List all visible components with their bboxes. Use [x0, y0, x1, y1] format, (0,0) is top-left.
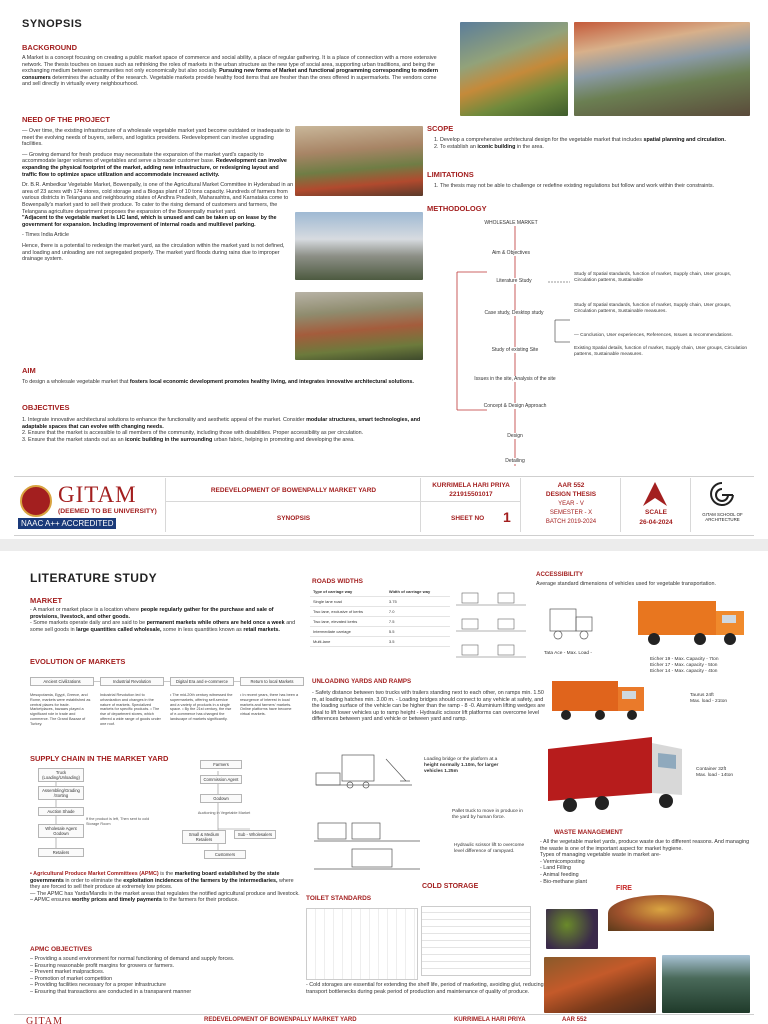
toilet-layout-drawing [306, 908, 418, 980]
sheet-divider [0, 539, 768, 551]
need-p4: Hence, there is a potential to redesign the market yard, as the circulation within the market yard is not defined, and loading and unloading are not segregated properly. The market yard floods during rains due to improper drainage system. [22, 242, 285, 263]
taurus-truck-icon [548, 673, 648, 725]
title-block-scale [621, 478, 691, 532]
method-step-0: WHOLESALE MARKET [455, 220, 567, 226]
aim-text-plain: To design a wholesale vegetable market that [22, 379, 129, 385]
market-photo-produce [460, 22, 568, 116]
cold-storage-heading: COLD STORAGE [422, 883, 479, 890]
market-photo-building [295, 212, 423, 280]
title-block-course [521, 478, 621, 532]
apmc-p1-mid: in order to eliminate the [65, 877, 122, 884]
title-block-student [421, 478, 521, 532]
eicher-label-0: Eicher 19 - Max. Capacity - 7ton [650, 657, 719, 662]
background-p1: A Market is a concept focusing on creating a public market space of commerce and social ability, a place of regular gathering. It is a place of connection with a more extensive network. The thesis touches on issues such as rethinking the roles of markets in the urban structure as the new type of social area, supporting urban traditions, and being the exchanging medium between communities not only economically but also socially. [22, 55, 437, 75]
objectives-heading: OBJECTIVES [22, 403, 70, 412]
scope-s2-end: in the area. [516, 143, 544, 150]
waste-heading: WASTE MANAGEMENT [554, 829, 623, 836]
apmc-p1-bold2: marketing board established by the state governments [30, 871, 280, 884]
evolution-text-2: • The mid-20th century witnessed the supermarkets, offering self-service and a variety of products in a single space. • By the 21st century, the rise of e-commerce has changed the landscape of markets significantly. [170, 693, 233, 721]
objective-2: 2. Ensure that the market is accessible to all members of the community, including those with disabilities. Proper accessibility as per circulation. [22, 430, 364, 437]
course-code: AAR 552 [557, 482, 585, 489]
supply-right-2: Godown [200, 794, 242, 803]
apmc-p1-end: where they are forced to sell their produce at extremely low prices. [30, 877, 294, 891]
supply-left-3: Wholesale Agent Godown [38, 824, 84, 838]
need-p3: Dr. B.R. Ambedkar Vegetable Market, Bowenpally, is one of the Agricultural Market Committee in Hyderabad in an area of 23 acres with 174 stores, cold storage and a Biogas plant of 10 tons capacity. Hundreds of farmers from various districts in Telangana and neighbouring states of Andhra Pradesh, Maharashtra, and Karnataka come to Bowenpally's market yard to sell their produce. To cater to the rising demand of customers and farmers, the Telangana agriculture department proposes the expansion of the Bowenpally market yard. [22, 182, 294, 215]
scope-text [434, 137, 750, 150]
evolution-stage-1: Industrial Revolution [100, 677, 164, 686]
market-p2-mid: and some sell goods in [30, 620, 296, 633]
accessibility-heading: ACCESSIBILITY [536, 571, 584, 578]
container-label-1: Max. load - 14ton [696, 772, 734, 778]
method-step-1: Aim & Objectives [475, 250, 547, 256]
market-text [30, 607, 300, 633]
student-roll: 221915501017 [449, 491, 493, 498]
roads-col2: Width of carriage way [386, 587, 450, 597]
roads-cell: 5.5 [386, 627, 450, 637]
limitations-text: 1. The thesis may not be able to challenge or redefine existing regulations but follow and work within their constraints. [434, 183, 715, 189]
apmc-p3-end: to the farmers for their produce. [163, 897, 239, 904]
waste-text [540, 839, 752, 885]
market-p2-bold: permanent markets while others are held once a week [146, 620, 285, 627]
unloading-note-1 [424, 757, 508, 774]
sheet-title: SYNOPSIS [22, 18, 83, 30]
method-step-6: Concept & Design Approach [475, 403, 555, 409]
lit-student-name: KURRIMELA HARI PRIYA [454, 1017, 526, 1023]
market-p2-bold2: large quantities called wholesale, [76, 626, 162, 633]
waste-item-0: - Vermicomposting [540, 858, 585, 865]
market-photo-trucks [295, 126, 423, 196]
method-note-0: Study of Spatial standards, function of market, Supply chain, User groups, Circulation patterns, Sustainable [574, 272, 732, 283]
scope-heading: SCOPE [427, 124, 454, 133]
roads-cell: Single lane road [310, 597, 386, 607]
objective-1: 1. Integrate innovative architectural solutions to enhance the functionality and aesthetic appeal of the market. Consider [22, 417, 305, 423]
table-row [310, 627, 450, 637]
need-source: - Times India Article [22, 232, 70, 239]
gitam-logo-sub: (DEEMED TO BE UNIVERSITY) [58, 508, 157, 515]
supply-note-2: Auctioning in Vegetable Market [197, 811, 251, 815]
gitam-emblem-icon [20, 485, 52, 517]
scale-label: SCALE [644, 509, 668, 516]
market-p1-bold: people regularly gather for the purchase and sale of provisions, livestock, and other goods. [30, 607, 274, 620]
table-row [310, 617, 450, 627]
project-name: REDEVELOPMENT OF BOWENPALLY MARKET YARD [210, 487, 377, 494]
supply-right-5: Customers [204, 850, 246, 859]
market-photo-yard [295, 292, 423, 360]
sheet-title-block: SYNOPSIS [276, 515, 311, 522]
gitam-logo-text: GITAM [58, 482, 137, 507]
background-p1-bold: Pursuing new forms of Market and functional programming corresponding to modern consumers [22, 68, 438, 81]
roads-cell: Multi-lane [310, 637, 386, 647]
school-logo-icon [709, 481, 735, 509]
evolution-stage-0: Ancient Civilizations [30, 677, 94, 686]
eicher-label-2: Eicher 14 - Max. capacity - 4ton [650, 668, 718, 674]
roads-cell: 7.5 [386, 617, 450, 627]
cold-storage-text: - Cold storages are essential for extending the shelf life, period of marketing, avoiding glut, reducing transport bottlenecks during peak period of production and maintenance of quality of produce. [306, 982, 544, 995]
method-step-2: Literature Study [480, 278, 548, 284]
waste-item-2: - Animal feeding [540, 871, 579, 878]
unloading-note-1-bold: height normally 1.10m, for larger vehicles 1.25m [424, 762, 499, 774]
supply-left-4: Retailers [38, 848, 84, 857]
scope-s2-bold: iconic building [477, 143, 516, 150]
roads-cell: Intermediate carriage [310, 627, 386, 637]
waste-item-1: - Land Filling [540, 865, 571, 872]
limitations-heading: LIMITATIONS [427, 170, 474, 179]
toilet-heading: TOILET STANDARDS [306, 895, 372, 902]
objective-3: 3. Ensure that the market stands out as an [22, 436, 124, 443]
lit-sheet-title: LITERATURE STUDY [30, 571, 158, 585]
need-p2-bold: Redevelopment can involve expanding the physical footprint of the market, adding new infrastructure, or redesigning layout and traffic flow to optimize space utilization and accommodate increased activity. [22, 158, 287, 178]
synopsis-sheet [14, 0, 754, 537]
aim-text-bold: fosters local economic development promotes healthy living, and integrates innovative architectural solutions. [129, 379, 414, 385]
course-semester: SEMESTER - X [549, 510, 593, 516]
biogas-plant-diagram [608, 895, 714, 931]
container-labels [696, 767, 752, 779]
roads-table-header [310, 587, 450, 597]
unloading-note-3: Hydraulic scissor lift to overcome level difference of rampyard. [454, 843, 525, 854]
table-row [310, 597, 450, 607]
supply-left-0: Truck (Loading/Unloading) [38, 768, 84, 782]
evolution-heading: EVOLUTION OF MARKETS [30, 657, 126, 666]
roads-cell: 3.75 [386, 597, 450, 607]
taurus-label-0: Taurus 24ft [690, 693, 714, 698]
student-name: KURRIMELA HARI PRIYA [432, 482, 510, 489]
apmc-text [30, 871, 302, 904]
eicher-truck-icon [634, 593, 750, 653]
waste-photo-vegetable [544, 957, 656, 1013]
container-truck-icon [542, 733, 692, 819]
sheet-date: 26-04-2024 [639, 519, 673, 526]
need-p2: — Growing demand for fresh produce may necessitate the expansion of the market yard's capacity to accommodate larger volumes of vegetables and serve a broader customer base. [22, 151, 264, 165]
supply-left-1: Assembling/Grading /Sorting [38, 786, 84, 800]
apmc-objective-0: – Providing a sound environment for normal functioning of demand and supply forces. [30, 956, 235, 962]
school-name: GITAM SCHOOL OF ARCHITECTURE [702, 512, 743, 523]
market-photo-street [574, 22, 750, 116]
apmc-p3-bold: worthy prices and timely payments [71, 897, 162, 904]
apmc-objective-5: – Ensuring that transactions are conducted in a transparent manner [30, 988, 192, 995]
objectives-text [22, 417, 444, 443]
supply-heading: SUPPLY CHAIN IN THE MARKET YARD [30, 754, 169, 763]
taurus-labels [690, 693, 750, 705]
apmc-objective-2: – Prevent market malpractices. [30, 969, 105, 976]
method-step-8: Detailing [488, 458, 542, 464]
container-label-0: Container 32ft [696, 767, 727, 772]
waste-photo-compost [546, 909, 598, 949]
unloading-heading: UNLOADING YARDS AND RAMPS [312, 678, 412, 685]
supply-left-2: Auction Shade [38, 807, 84, 816]
roads-col1: Type of carriage way [310, 587, 386, 597]
evolution-stage-2: Digital Era and e-commerce [170, 677, 234, 686]
roads-cell: Two lane, elevated kerbs [310, 617, 386, 627]
course-batch: BATCH 2019-2024 [545, 519, 597, 525]
apmc-p3: – APMC ensures [30, 897, 71, 904]
title-block-project [166, 478, 421, 532]
tata-ace-label: Tata Ace - Max. Load - [544, 651, 592, 656]
course-year: YEAR - V [558, 501, 584, 507]
supply-right-1: Commission Agent [200, 775, 242, 784]
lit-gitam-logo: GITAM [26, 1016, 63, 1024]
need-p3-bold: "Adjacent to the vegetable market is LIC land, which is unused and can be taken up on lease by the government for expansion. Including improvement of internal roads and multilevel parking. [22, 215, 277, 228]
market-p2-end: some in less quantities known as [163, 626, 242, 633]
eicher-label-1: Eicher 17 - Max. capacity - 5ton [650, 662, 718, 668]
apmc-p1-bold3: exploitation incidences of the farmers by the intermediaries, [123, 877, 278, 884]
apmc-objectives-list [30, 956, 302, 996]
roads-cell: Two lane, exclusive of kerbs [310, 607, 386, 617]
market-p1: - A market or market place is a location where [30, 607, 140, 613]
market-p2: - Some markets operate daily and are said to be [30, 620, 146, 627]
scope-s1-bold: spatial planning and circulation. [643, 137, 726, 143]
supply-right-4: Sub - Wholesalers [234, 830, 276, 839]
evolution-text-0: Mesopotamia, Egypt, Greece, and Rome, markets were established as central places for trade. Marketplaces, bazaars played a significant role in trade and commerce. The Grand Bazaar of Turkey. [30, 693, 91, 726]
method-step-5: Issues in the site, Analysis of the site [472, 376, 558, 382]
unloading-note-2: Pallet truck to move in produce in the yard by human force. [452, 809, 523, 820]
table-row [310, 607, 450, 617]
supply-right-3: Small & Medium Retailers [182, 830, 226, 844]
waste-item-3: - Bio-methane plant [540, 878, 588, 885]
lit-title-block [14, 1014, 754, 1024]
supply-right-0: Farmers [200, 760, 242, 769]
scope-s1: 1. Develop a comprehensive architectural design for the vegetable market that includes [434, 137, 642, 143]
apmc-p1: is the [160, 871, 174, 877]
title-block-logo [14, 478, 166, 532]
evolution-text-3: • In recent years, there has been a resurgence of interest in local markets and farmers' markets. Online platforms have become virtual markets. [240, 693, 299, 717]
method-step-4: Study of existing Site [484, 347, 546, 353]
taurus-label-1: Max. load - 21ton [690, 698, 728, 704]
course-title: DESIGN THESIS [545, 491, 597, 498]
objective-3-end: urban fabric, helping in promoting and developing the area. [213, 436, 355, 443]
naac-badge: NAAC A++ ACCREDITED [18, 518, 116, 529]
scope-s2: 2. To establish an [434, 143, 476, 150]
apmc-objective-1: – Ensuring reasonable profit margins for growers or farmers. [30, 962, 175, 969]
evolution-stage-3: Return to local Markets [240, 677, 304, 686]
fire-label: FIRE [616, 885, 632, 892]
apmc-objectives-heading: APMC OBJECTIVES [30, 946, 93, 953]
north-arrow-icon [643, 482, 667, 506]
waste-p1: - All the vegetable market yards, produce waste due to different reasons. And managing the waste is one of the important aspect for market hygiene. [540, 839, 750, 852]
method-step-7: Design [492, 433, 538, 439]
apmc-p2: — The APMC has Yards/Mandis in the market areas that regulates the notified agricultural produce and livestock. [30, 890, 300, 897]
roads-table [310, 587, 450, 647]
need-heading: NEED OF THE PROJECT [22, 115, 110, 124]
need-p1: — Over time, the existing infrastructure of a wholesale vegetable market yard become outdated or inadequate to meet the evolving needs of buyers, sellers, and logistics providers. Redevelopment can involve upgrading facilities. [22, 128, 290, 148]
background-text [22, 55, 444, 88]
need-text [22, 128, 294, 263]
tata-ace-sketch [546, 599, 606, 649]
apmc-objective-4: – Providing facilities necessary for a proper infrastructure [30, 982, 167, 989]
supply-note-1: If the product is left, Then sent to cold Storage Room [86, 817, 150, 826]
apmc-objective-3: – Promotion of market competition [30, 975, 113, 982]
evolution-text-1: Industrial Revolution led to urbanization and changes in the nature of markets. Specialized markets for specific products. • The rise of department stores, which offered a wide range of goods under one roof. [100, 693, 161, 726]
method-note-3: Existing Spatial details, function of market, Supply chain, User groups, Circulation patterns, Sustainable measures. [574, 346, 748, 357]
cold-storage-layout-drawing [421, 906, 531, 976]
background-heading: BACKGROUND [22, 43, 77, 52]
method-note-2: — Conclusion, User experiences, References, Issues & recommendations. [574, 333, 733, 338]
lit-course-code: AAR 552 [562, 1017, 587, 1023]
accessibility-text: Average standard dimensions of vehicles used for vegetable transportation. [536, 581, 716, 587]
waste-photo-biogas [662, 955, 750, 1013]
roads-cell: 3.5 [386, 637, 450, 647]
unloading-text: - Safety distance between two trucks with trailers standing next to each other, on ramps min. 1.50 m, at loading hatches min. 3.00 m. - Loading bridges should connect to any vehicle at safety, and the loading surface of the vehicle can be higher than the ramp - 8 -0. Aluminium lifting wedges are ideal to lift lower vehicles up to ramp height - Hydraulic scissor lift platforms can overcome level differences between yard and vehicle or between yard and ramp. [312, 690, 546, 723]
background-p1-end: determines the actuality of the research. Vegetable markets provide healthy food items that are fresher than the ones offered in supermarkets. The vendors come and sell directly in virtually every neighbourhood. [22, 74, 437, 88]
lit-project-name: REDEVELOPMENT OF BOWENPALLY MARKET YARD [204, 1017, 357, 1023]
sheet-no-label: SHEET NO [451, 515, 485, 522]
sheet-no: 1 [503, 509, 511, 525]
title-block-school [691, 478, 754, 532]
methodology-heading: METHODOLOGY [427, 204, 487, 213]
eicher-labels [650, 657, 750, 674]
aim-text [22, 379, 432, 386]
method-step-3: Case study, Desktop study [469, 310, 559, 316]
apmc-p1-bold: • Agricultural Produce Market Committees (APMC) [30, 871, 159, 877]
market-p2-bold3: retail markets. [243, 626, 280, 633]
loading-ramp-sketches [312, 749, 422, 879]
literature-sheet [14, 553, 754, 1024]
method-note-1: Study of Spatial standards, function of market, Supply chain, User groups, Circulation patterns, Sustainable measures. [574, 303, 732, 314]
roads-cell: 7.0 [386, 607, 450, 617]
waste-types: Types of managing vegetable waste in market are- [540, 852, 661, 859]
aim-heading: AIM [22, 366, 36, 375]
road-section-sketches [454, 587, 532, 667]
roads-heading: ROADS WIDTHS [312, 578, 363, 585]
table-row [310, 637, 450, 647]
objective-1-bold: modular structures, smart technologies, and adaptable spaces that can evolve with changing needs. [22, 417, 421, 430]
market-heading: MARKET [30, 596, 63, 605]
unloading-note-1-text: Loading bridge or the platform at a [424, 757, 498, 762]
objective-3-bold: iconic building in the surrounding [125, 436, 213, 443]
